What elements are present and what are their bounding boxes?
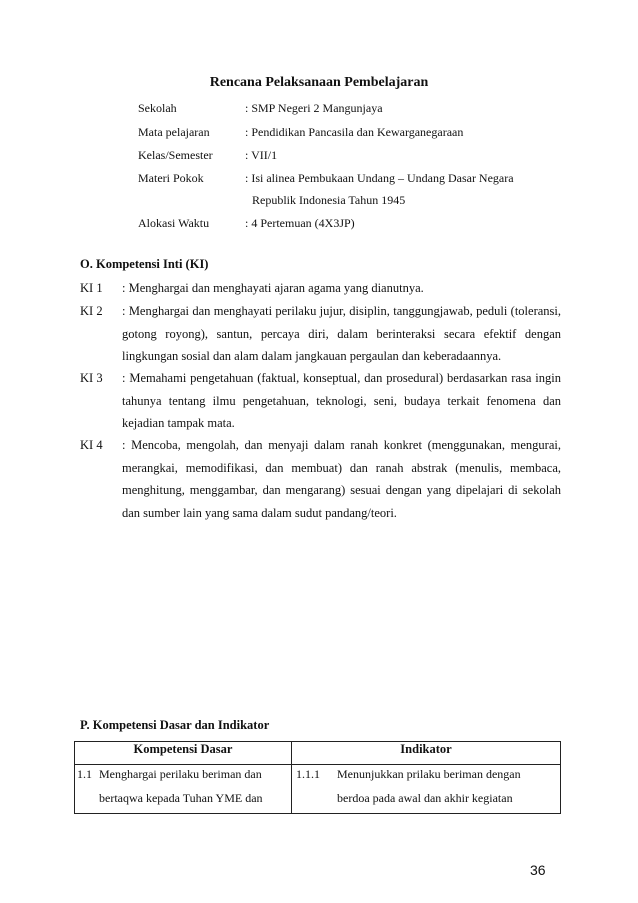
ki4-text: : Mencoba, mengolah, dan menyaji dalam ranah konkret (menggunakan, mengurai, merangkai, memodifikasi, dan membuat) dan ranah abstrak (menulis, membaca, menghitung, menggambar, dan mengarang) sesuai dengan yang dipelajari di sekolah dan sumber lain yang sama dalam sudut pandang/teori. — [122, 438, 561, 521]
section-p-heading: P. Kompetensi Dasar dan Indikator — [80, 718, 270, 732]
ki3-text: : Memahami pengetahuan (faktual, konseptual, dan prosedural) berdasarkan rasa ingin tahunya tentang ilmu pengetahuan, teknologi, seni, budaya terkait fenomena dan kejadian tampak mata. — [122, 371, 561, 431]
identity-label-mapel: Mata pelajaran — [138, 125, 210, 139]
identity-label-kelas: Kelas/Semester — [138, 148, 213, 162]
table-row — [75, 765, 561, 814]
kd-number: 1.1 — [77, 767, 92, 781]
indikator-line-2: berdoa pada awal dan akhir kegiatan — [337, 791, 513, 805]
kd-indikator-table — [74, 741, 561, 814]
section-o-heading: O. Kompetensi Inti (KI) — [80, 257, 209, 271]
ki2-text: : Menghargai dan menghayati perilaku jujur, disiplin, tanggungjawab, peduli (toleransi, gotong royong), santun, percaya diri, dalam berinteraksi secara efektif dengan lingkungan sosial dan alam dalam jangkauan pergaulan dan keberadaannya. — [122, 304, 561, 364]
identity-label-alokasi: Alokasi Waktu — [138, 216, 210, 230]
ki3-label: KI 3 — [80, 371, 103, 385]
ki2-label: KI 2 — [80, 304, 103, 318]
identity-value-mapel: : Pendidikan Pancasila dan Kewarganegaraan — [245, 125, 464, 139]
ki4-label: KI 4 — [80, 438, 103, 452]
document-title: Rencana Pelaksanaan Pembelajaran — [209, 75, 429, 90]
identity-value-sekolah: : SMP Negeri 2 Mangunjaya — [245, 101, 383, 115]
table-header-row — [75, 742, 561, 765]
kd-line-2: bertaqwa kepada Tuhan YME dan — [99, 791, 263, 805]
indikator-cell — [292, 765, 561, 814]
header-kompetensi-dasar: Kompetensi Dasar — [75, 742, 292, 765]
indikator-line-1: Menunjukkan prilaku beriman dengan — [337, 767, 521, 781]
identity-value-materi: : Isi alinea Pembukaan Undang – Undang Dasar Negara — [245, 171, 514, 185]
page-number: 36 — [530, 862, 546, 878]
identity-label-materi: Materi Pokok — [138, 171, 204, 185]
identity-label-sekolah: Sekolah — [138, 101, 177, 115]
identity-value-materi-cont: Republik Indonesia Tahun 1945 — [252, 193, 406, 207]
kd-line-1: Menghargai perilaku beriman dan — [99, 767, 262, 781]
identity-value-alokasi: : 4 Pertemuan (4X3JP) — [245, 216, 355, 230]
kd-cell — [75, 765, 292, 814]
ki1-text: : Menghargai dan menghayati ajaran agama yang dianutnya. — [122, 281, 424, 295]
header-indikator: Indikator — [292, 742, 561, 765]
ki1-label: KI 1 — [80, 281, 103, 295]
identity-value-kelas: : VII/1 — [245, 148, 278, 162]
indikator-number: 1.1.1 — [296, 767, 320, 781]
